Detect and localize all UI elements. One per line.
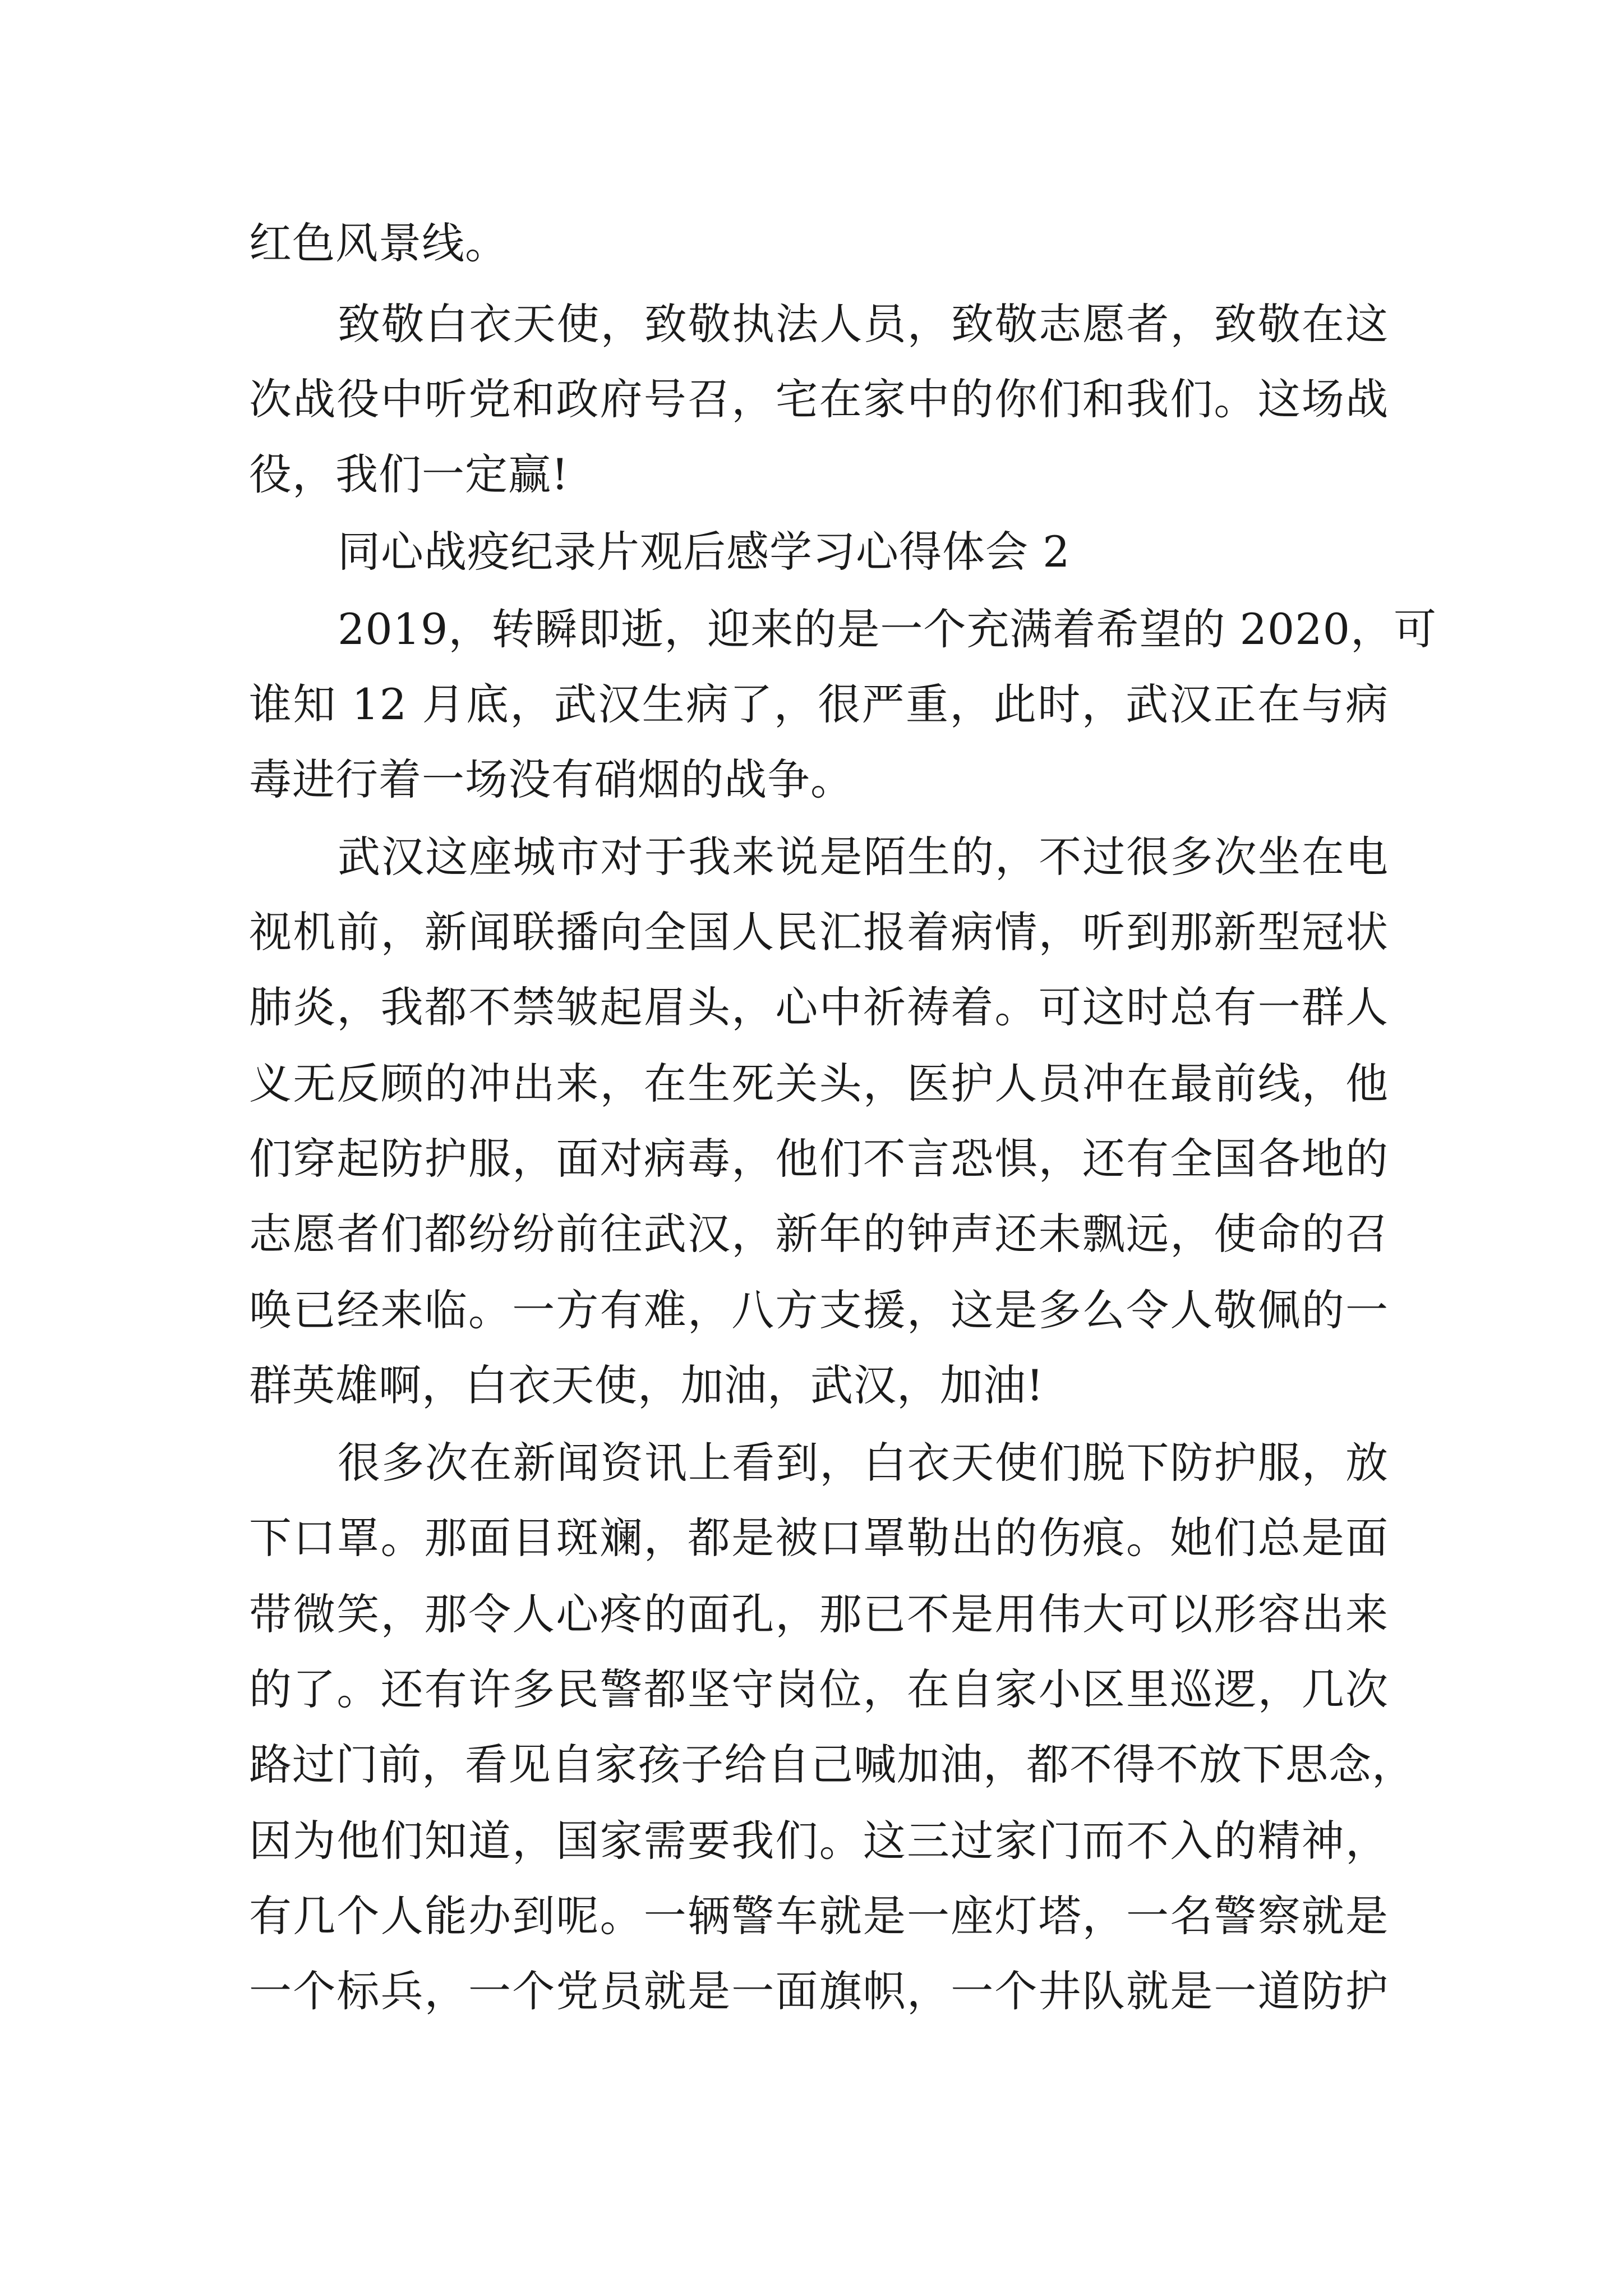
text-line: 唤已经来临。一方有难，八方支援，这是多么令人敬佩的一 bbox=[249, 1285, 1389, 1335]
text-line: 群英雄啊，白衣天使，加油，武汉，加油! bbox=[249, 1360, 1044, 1410]
text-line: 带微笑，那令人心疼的面孔，那已不是用伟大可以形容出来 bbox=[249, 1589, 1389, 1639]
text-line: 因为他们知道，国家需要我们。这三过家门而不入的精神， bbox=[249, 1816, 1389, 1866]
text-line: 下口罩。那面目斑斓，都是被口罩勒出的伤痕。她们总是面 bbox=[249, 1513, 1389, 1563]
text-line: 肺炎，我都不禁皱起眉头，心中祈祷着。可这时总有一群人 bbox=[249, 982, 1389, 1032]
text-line: 们穿起防护服，面对病毒，他们不言恐惧，还有全国各地的 bbox=[249, 1134, 1389, 1184]
text-line: 一个标兵，一个党员就是一面旗帜，一个井队就是一道防护 bbox=[249, 1966, 1389, 2016]
text-line: 役，我们一定赢! bbox=[249, 449, 569, 499]
text-line: 志愿者们都纷纷前往武汉，新年的钟声还未飘远，使命的召 bbox=[249, 1209, 1389, 1259]
text-line: 视机前，新闻联播向全国人民汇报着病情，听到那新型冠状 bbox=[249, 907, 1389, 957]
text-line: 毒进行着一场没有硝烟的战争。 bbox=[249, 754, 854, 804]
text-line: 路过门前，看见自家孩子给自己喊加油，都不得不放下思念， bbox=[249, 1740, 1415, 1789]
text-line: 2019，转瞬即逝，迎来的是一个充满着希望的 2020，可 bbox=[338, 604, 1437, 654]
text-line: 有几个人能办到呢。一辆警车就是一座灯塔，一名警察就是 bbox=[249, 1891, 1389, 1941]
text-line: 的了。还有许多民警都坚守岗位，在自家小区里巡逻，几次 bbox=[249, 1664, 1389, 1714]
text-line: 致敬白衣天使，致敬执法人员，致敬志愿者，致敬在这 bbox=[338, 299, 1389, 349]
text-line: 很多次在新闻资讯上看到，白衣天使们脱下防护服，放 bbox=[338, 1438, 1389, 1488]
text-line: 义无反顾的冲出来，在生死关头，医护人员冲在最前线，他 bbox=[249, 1059, 1389, 1108]
text-line: 谁知 12 月底，武汉生病了，很严重，此时，武汉正在与病 bbox=[249, 679, 1389, 729]
text-line: 红色风景线。 bbox=[249, 218, 508, 268]
section-heading: 同心战疫纪录片观后感学习心得体会 2 bbox=[338, 527, 1071, 577]
text-line: 武汉这座城市对于我来说是陌生的，不过很多次坐在电 bbox=[338, 832, 1389, 882]
text-line: 次战役中听党和政府号召，宅在家中的你们和我们。这场战 bbox=[249, 374, 1389, 424]
